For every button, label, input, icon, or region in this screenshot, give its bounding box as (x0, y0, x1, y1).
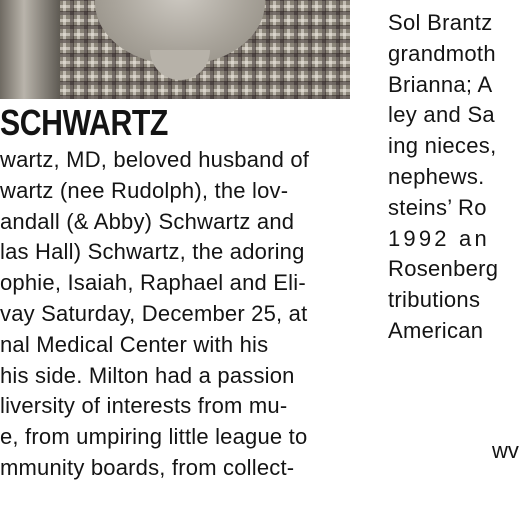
text-line: American (388, 317, 484, 343)
text-line: e, from umpiring little league to (0, 424, 308, 450)
text-line: ophie, Isaiah, Raphael and Eli- (0, 270, 306, 296)
obituary-right-column (388, 8, 528, 347)
text-line: las Hall) Schwartz, the adoring (0, 239, 305, 265)
text-line: steins’ Ro (388, 194, 487, 220)
text-line: ley and Sa (388, 102, 495, 128)
obituary-right-column-fragment: wv (492, 438, 519, 463)
text-line: 1992 an (388, 225, 490, 251)
text-line: wartz, MD, beloved husband of (0, 147, 310, 172)
text-line: Brianna; A (388, 71, 493, 97)
text-line: andall (& Abby) Schwartz and (0, 208, 295, 234)
text-line: tributions (388, 287, 481, 313)
text-line: liversity of interests from mu- (0, 393, 288, 419)
text-line: nephews. (388, 163, 485, 189)
text-line: grandmoth (388, 40, 496, 66)
text-line: vay Saturday, December 25, at (0, 300, 308, 326)
photo-neck (150, 50, 210, 80)
text-line: mmunity boards, from collect- (0, 454, 295, 480)
obituary-photo (0, 0, 350, 99)
text-line: nal Medical Center with his (0, 331, 269, 357)
obituary-name: SCHWARTZ (0, 102, 168, 143)
text-line: Rosenberg (388, 256, 499, 282)
text-line: wartz (nee Rudolph), the lov- (0, 177, 289, 203)
text-line: ing nieces, (388, 133, 497, 159)
obituary-left-column (0, 145, 356, 484)
text-line: his side. Milton had a passion (0, 362, 295, 388)
text-line: Sol Brantz (388, 10, 493, 35)
photo-background (0, 0, 60, 99)
